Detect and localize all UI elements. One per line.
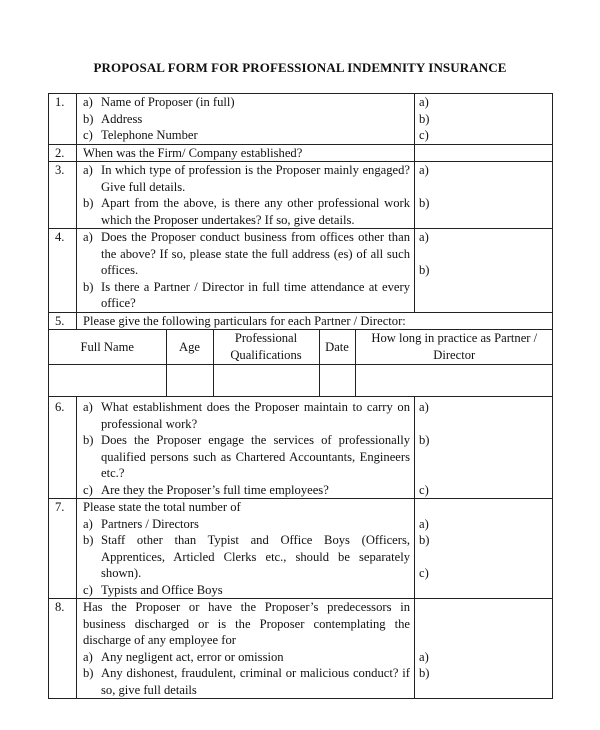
question-number: 4. <box>49 229 77 313</box>
answer-label: a) <box>419 516 429 531</box>
column-header-date: Date <box>319 330 355 364</box>
proposal-form-table <box>48 93 553 699</box>
question-number: 2. <box>49 144 77 162</box>
date-cell[interactable] <box>319 364 355 396</box>
item-label: a) <box>83 230 93 244</box>
question-6-row <box>49 397 553 499</box>
item-label: a) <box>83 516 93 531</box>
question-4-row <box>49 229 553 313</box>
partner-particulars-table <box>49 330 553 396</box>
question-8-intro: Has the Proposer or have the Proposer’s predecessors in business discharged or is the Proposer contemplating the discharge of any employee for <box>83 600 410 647</box>
item-text: Telephone Number <box>101 128 198 142</box>
question-8-row <box>49 599 553 699</box>
item-label: c) <box>83 128 93 142</box>
answer-label: c) <box>419 482 429 497</box>
answer-label: b) <box>419 111 430 126</box>
question-number: 1. <box>49 94 77 145</box>
question-3 <box>77 162 415 229</box>
item-label: b) <box>83 196 94 210</box>
item-text: Are they the Proposer’s full time employees? <box>101 482 329 497</box>
answer-label: b) <box>419 196 430 210</box>
question-number: 6. <box>49 397 77 499</box>
item-label: a) <box>83 649 93 664</box>
item-label: c) <box>83 482 93 497</box>
item-label: a) <box>83 400 93 414</box>
question-number: 3. <box>49 162 77 229</box>
item-text: Is there a Partner / Director in full time attendance at every office? <box>101 279 410 310</box>
answer-label: a) <box>419 649 429 664</box>
answer-label: a) <box>419 400 429 414</box>
question-7-row <box>49 499 553 599</box>
partner-table-row <box>49 330 553 397</box>
column-header-full-name: Full Name <box>49 330 166 364</box>
full-name-cell[interactable] <box>49 364 166 396</box>
question-4 <box>77 229 415 313</box>
item-text: Typists and Office Boys <box>101 582 223 597</box>
question-1 <box>77 94 415 145</box>
column-header-years-in-practice: How long in practice as Partner / Director <box>355 330 553 364</box>
item-text: Apart from the above, is there any other professional work which the Proposer undertakes? If so, give details. <box>101 196 410 227</box>
item-text: Does the Proposer engage the services of professionally qualified persons such as Chartered Accountants, Engineers etc.? <box>101 433 410 480</box>
item-text: In which type of profession is the Proposer mainly engaged? Give full details. <box>101 163 410 194</box>
item-label: b) <box>83 666 94 680</box>
item-text: Address <box>101 111 143 126</box>
question-7 <box>77 499 415 599</box>
question-7-intro: Please state the total number of <box>83 500 241 514</box>
item-text: Partners / Directors <box>101 516 199 531</box>
column-header-qualifications: Professional Qualifications <box>213 330 319 364</box>
item-label: a) <box>83 163 93 177</box>
question-1-row <box>49 94 553 145</box>
item-label: b) <box>83 111 94 126</box>
answer-label: a) <box>419 95 429 109</box>
answer-label: b) <box>419 666 430 680</box>
question-number: 7. <box>49 499 77 599</box>
item-label: a) <box>83 95 93 109</box>
item-label: b) <box>83 279 94 294</box>
item-label: b) <box>83 533 94 547</box>
question-8 <box>77 599 415 699</box>
answer-label: b) <box>419 433 430 447</box>
answer-label: c) <box>419 128 429 142</box>
age-cell[interactable] <box>166 364 213 396</box>
answer-field[interactable] <box>415 162 553 229</box>
item-text: Any negligent act, error or omission <box>101 649 284 664</box>
question-number: 5. <box>49 312 77 330</box>
answer-label: a) <box>419 230 429 244</box>
question-5: Please give the following particulars for each Partner / Director: <box>77 312 553 330</box>
answer-field[interactable] <box>415 229 553 313</box>
answer-label: b) <box>419 263 430 277</box>
item-label: b) <box>83 433 94 447</box>
item-text: Any dishonest, fraudulent, criminal or malicious conduct? if so, give full details <box>101 666 410 697</box>
answer-field[interactable] <box>415 499 553 599</box>
question-number: 8. <box>49 599 77 699</box>
form-title: PROPOSAL FORM FOR PROFESSIONAL INDEMNITY INSURANCE <box>93 60 507 75</box>
answer-label: c) <box>419 566 429 580</box>
answer-field[interactable] <box>415 94 553 145</box>
item-text: What establishment does the Proposer maintain to carry on professional work? <box>101 400 410 431</box>
years-in-practice-cell[interactable] <box>355 364 553 396</box>
item-text: Staff other than Typist and Office Boys (Officers, Apprentices, Articled Clerks etc., should be separately shown). <box>101 533 410 580</box>
question-5-row <box>49 312 553 330</box>
answer-field[interactable] <box>415 144 553 162</box>
item-label: c) <box>83 582 93 597</box>
question-6 <box>77 397 415 499</box>
answer-field[interactable] <box>415 599 553 699</box>
answer-label: a) <box>419 163 429 177</box>
qualifications-cell[interactable] <box>213 364 319 396</box>
question-2-row <box>49 144 553 162</box>
question-2: When was the Firm/ Company established? <box>77 144 415 162</box>
question-3-row <box>49 162 553 229</box>
item-text: Name of Proposer (in full) <box>101 95 235 109</box>
item-text: Does the Proposer conduct business from offices other than the above? If so, please state the full address (es) of all such offices. <box>101 230 410 277</box>
answer-label: b) <box>419 533 430 547</box>
answer-field[interactable] <box>415 397 553 499</box>
column-header-age: Age <box>166 330 213 364</box>
